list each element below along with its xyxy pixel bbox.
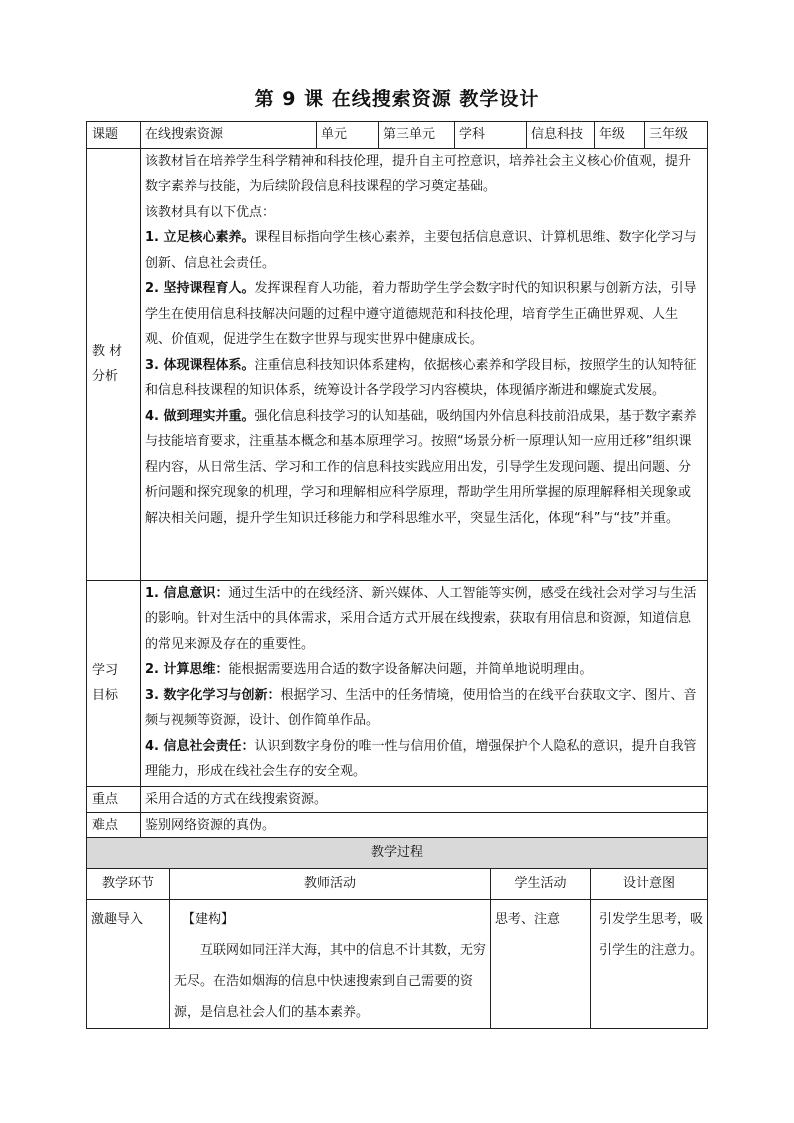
subject-label: 学科 bbox=[455, 122, 527, 149]
goal-item-1-head: 1. 信息意识： bbox=[145, 585, 229, 601]
goal-item-2-head: 2. 计算思维： bbox=[145, 662, 229, 677]
material-label-line1: 教 材 bbox=[92, 343, 123, 359]
key-point-label: 重点 bbox=[87, 786, 141, 813]
material-point-4-head: 4. 做到理实并重。 bbox=[145, 408, 255, 424]
goal-item-3-body: 根据学习、生活中的任务情境，使用恰当的在线平台获取文字、图片、音频与视频等资源，设计、创作简单作品。 bbox=[145, 687, 697, 728]
lesson-info-table bbox=[86, 121, 708, 840]
material-point-1-head: 1. 立足核心素养。 bbox=[145, 230, 255, 245]
goal-item-1-body: 通过生活中的在线经济、新兴媒体、人工智能等实例，感受在线社会对学习与生活的影响。针对生活中的具体需求，采用合适方式开展在线搜索，获取有用信息和资源，知道信息的常见来源及存在的重要性。 bbox=[145, 585, 697, 652]
material-point-2 bbox=[145, 276, 703, 353]
process-intent: 引发学生思考，吸引学生的注意力。 bbox=[591, 900, 708, 1029]
process-teacher-tag: 【建构】 bbox=[182, 912, 235, 927]
column-intent: 设计意图 bbox=[591, 869, 708, 900]
material-point-3 bbox=[145, 353, 703, 404]
topic-value: 在线搜索资源 bbox=[141, 122, 317, 149]
grade-label: 年级 bbox=[595, 122, 645, 149]
material-label bbox=[87, 148, 141, 580]
goal-item-3-head: 3. 数字化学习与创新： bbox=[145, 687, 281, 703]
topic-label: 课题 bbox=[87, 122, 141, 149]
material-point-4-body: 强化信息科技学习的认知基础，吸纳国内外信息科技前沿成果，基于数字素养与技能培育要求，注重基本概念和基本原理学习。按照“场景分析一原理认知一应用迁移”组织课程内容，从日常生活、学习和工作的信息科技实践应用出发，引导学生发现问题、提出问题、分析问题和探究现象的机理，学习和理解相应科学原理，帮助学生用所掌握的原理解释相关现象或解决相关问题，提升学生知识迁移能力和学科思维水平，突显生活化，体现“科”与“技”并重。 bbox=[145, 408, 697, 526]
unit-value: 第三单元 bbox=[379, 122, 455, 149]
material-point-1 bbox=[145, 225, 703, 276]
difficulty-value: 鉴别网络资源的真伪。 bbox=[141, 813, 708, 840]
column-student: 学生活动 bbox=[491, 869, 591, 900]
goals-label-line1: 学习 bbox=[92, 662, 119, 678]
process-teacher-text: 互联网如同汪洋大海，其中的信息不计其数，无穷无尽。在浩如烟海的信息中快速搜索到自己需要的资源，是信息社会人们的基本素养。 bbox=[174, 943, 487, 1020]
process-stage: 激趣导入 bbox=[87, 900, 170, 1029]
process-teacher-cell bbox=[170, 900, 491, 1029]
process-header-row bbox=[87, 838, 708, 869]
goals-content bbox=[141, 580, 708, 786]
key-point-value: 采用合适的方式在线搜索资源。 bbox=[141, 786, 708, 813]
material-point-2-body: 发挥课程育人功能，着力帮助学生学会数字时代的知识积累与创新方法，引导学生在使用信息科技解决问题的过程中遵守道德规范和科技伦理，培育学生正确世界观、人生观、价值观，促进学生在数字世界与现实世界中健康成长。 bbox=[145, 281, 697, 347]
goal-item-2 bbox=[145, 657, 703, 683]
goal-item-4 bbox=[145, 734, 703, 785]
goal-item-2-body: 能根据需要选用合适的数字设备解决问题，并简单地说明理由。 bbox=[228, 662, 593, 677]
material-row bbox=[87, 148, 708, 580]
material-point-3-head: 3. 体现课程体系。 bbox=[145, 357, 255, 373]
info-row bbox=[87, 122, 708, 149]
material-content bbox=[141, 148, 708, 580]
goals-label-line2: 目标 bbox=[92, 688, 119, 703]
goal-item-3 bbox=[145, 683, 703, 734]
unit-label: 单元 bbox=[317, 122, 379, 149]
table-row bbox=[87, 900, 708, 1029]
material-adv-intro: 该教材具有以下优点： bbox=[145, 204, 276, 220]
page-title: 第 9 课 在线搜索资源 教学设计 bbox=[254, 88, 540, 110]
material-point-3-body: 注重信息科技知识体系建构，依据核心素养和学段目标，按照学生的认知特征和信息科技课程的知识体系，统筹设计各学段学习内容模块，体现循序渐进和螺旋式发展。 bbox=[145, 357, 697, 398]
goal-item-4-body: 认识到数字身份的唯一性与信用价值，增强保护个人隐私的意识，提升自我管理能力，形成在线社会生存的安全观。 bbox=[145, 738, 697, 779]
grade-value: 三年级 bbox=[645, 122, 708, 149]
goal-item-4-head: 4. 信息社会责任： bbox=[145, 738, 255, 754]
teaching-process-table bbox=[86, 837, 708, 1029]
difficulty-row bbox=[87, 813, 708, 840]
goals-label bbox=[87, 580, 141, 786]
material-label-line2: 分析 bbox=[92, 369, 119, 384]
difficulty-label: 难点 bbox=[87, 813, 141, 840]
material-intro: 该教材旨在培养学生科学精神和科技伦理，提升自主可控意识，培养社会主义核心价值观，提升数字素养与技能，为后续阶段信息科技课程的学习奠定基础。 bbox=[145, 153, 692, 194]
subject-value: 信息科技 bbox=[527, 122, 595, 149]
material-point-1-body: 课程目标指向学生核心素养，主要包括信息意识、计算机思维、数字化学习与创新、信息社会责任。 bbox=[145, 230, 697, 271]
goals-row bbox=[87, 580, 708, 786]
column-stage: 教学环节 bbox=[87, 869, 170, 900]
process-columns-row bbox=[87, 869, 708, 900]
key-point-row bbox=[87, 786, 708, 813]
material-point-2-head: 2. 坚持课程育人。 bbox=[145, 281, 255, 296]
column-teacher: 教师活动 bbox=[170, 869, 491, 900]
goal-item-1 bbox=[145, 581, 703, 658]
material-point-4 bbox=[145, 404, 703, 532]
process-header: 教学过程 bbox=[87, 838, 708, 869]
process-student: 思考、注意 bbox=[491, 900, 591, 1029]
